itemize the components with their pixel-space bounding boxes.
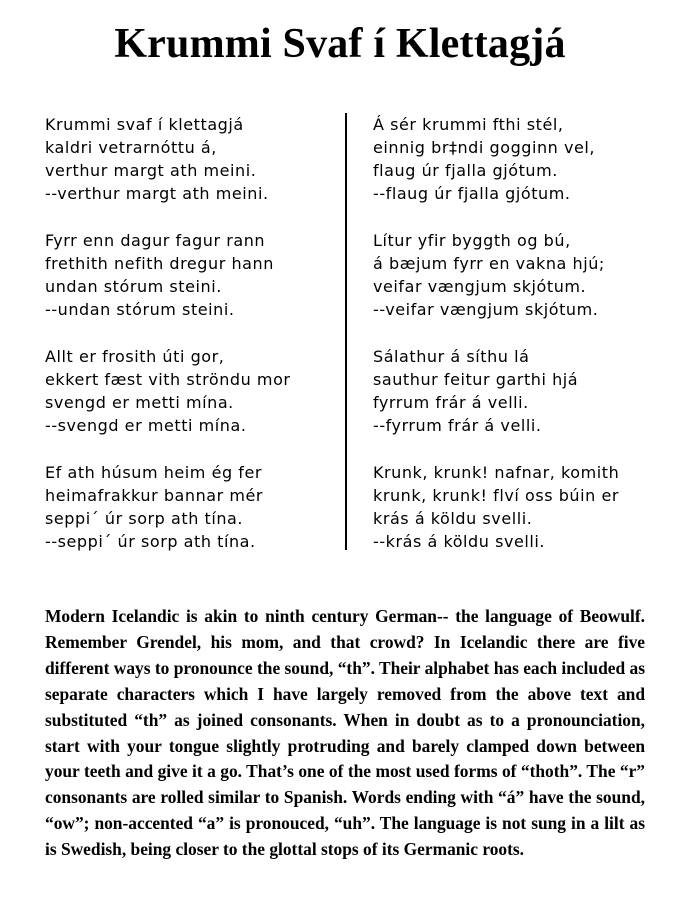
poem-line: Fyrr enn dagur fagur rann bbox=[45, 231, 266, 250]
poem-line: Allt er frosith úti gor, bbox=[45, 347, 225, 366]
poem-line: flaug úr fjalla gjótum. bbox=[373, 161, 558, 180]
column-divider bbox=[345, 113, 347, 550]
poem-line: fyrrum frár á velli. bbox=[373, 393, 529, 412]
poem-line: --undan stórum steini. bbox=[45, 300, 235, 319]
poem-line: krunk, krunk! flví oss búin er bbox=[373, 486, 619, 505]
stanza bbox=[373, 461, 673, 553]
poem-line: undan stórum steini. bbox=[45, 277, 222, 296]
page-title: Krummi Svaf í Klettagjá bbox=[114, 21, 566, 67]
poem-line: seppi´ úr sorp ath tína. bbox=[45, 509, 244, 528]
stanza bbox=[373, 345, 673, 437]
pronunciation-notes: Modern Icelandic is akin to ninth century German-- the language of Beowulf. Remember Grendel, his mom, and that crowd? In Icelandic there are five different ways to pronounce the sound, “th”. Their alphabet has each included as separate characters which I have largely removed from the above text and substituted “th” as joined consonants. When in doubt as to a pronounciation, start with your tongue slightly protruding and barely clamped down between your teeth and give it a go. That’s one of the most used forms of “thoth”. The “r” consonants are rolled similar to Spanish. Words ending with “á” have the sound, “ow”; non-accented “a” is pronouced, “uh”. The language is not sung in a lilt as is Swedish, being closer to the glottal stops of its Germanic roots. bbox=[45, 606, 645, 860]
poem-line: Krummi svaf í klettagjá bbox=[45, 115, 244, 134]
poem-line: verthur margt ath meini. bbox=[45, 161, 257, 180]
poem-line: --seppi´ úr sorp ath tína. bbox=[45, 532, 256, 551]
poem-line: sauthur feitur garthi hjá bbox=[373, 370, 579, 389]
poem-line: einnig br‡ndi gogginn vel, bbox=[373, 138, 596, 157]
poem-line: --verthur margt ath meini. bbox=[45, 184, 269, 203]
poem-left-column bbox=[45, 113, 340, 577]
poem-line: ekkert fæst vith ströndu mor bbox=[45, 370, 291, 389]
poem-line: frethith nefith dregur hann bbox=[45, 254, 274, 273]
stanza bbox=[45, 345, 340, 437]
stanza bbox=[373, 113, 673, 205]
poem-line: Ef ath húsum heim ég fer bbox=[45, 463, 263, 482]
poem-line: --veifar vængjum skjótum. bbox=[373, 300, 599, 319]
poem-line: Sálathur á síthu lá bbox=[373, 347, 530, 366]
stanza bbox=[45, 229, 340, 321]
poem-line: svengd er metti mína. bbox=[45, 393, 234, 412]
poem-line: --flaug úr fjalla gjótum. bbox=[373, 184, 571, 203]
poem-line: heimafrakkur bannar mér bbox=[45, 486, 264, 505]
stanza bbox=[373, 229, 673, 321]
stanza bbox=[45, 461, 340, 553]
poem-right-column bbox=[373, 113, 673, 577]
poem-line: --svengd er metti mína. bbox=[45, 416, 247, 435]
poem-line: veifar vængjum skjótum. bbox=[373, 277, 587, 296]
poem-line: Á sér krummi fthi stél, bbox=[373, 115, 564, 134]
poem-line: --krás á köldu svelli. bbox=[373, 532, 545, 551]
poem-line: krás á köldu svelli. bbox=[373, 509, 533, 528]
poem-line: Lítur yfir byggth og bú, bbox=[373, 231, 571, 250]
poem-line: á bæjum fyrr en vakna hjú; bbox=[373, 254, 605, 273]
poem-line: --fyrrum frár á velli. bbox=[373, 416, 542, 435]
poem-line: kaldri vetrarnóttu á, bbox=[45, 138, 217, 157]
poem-line: Krunk, krunk! nafnar, komith bbox=[373, 463, 620, 482]
stanza bbox=[45, 113, 340, 205]
